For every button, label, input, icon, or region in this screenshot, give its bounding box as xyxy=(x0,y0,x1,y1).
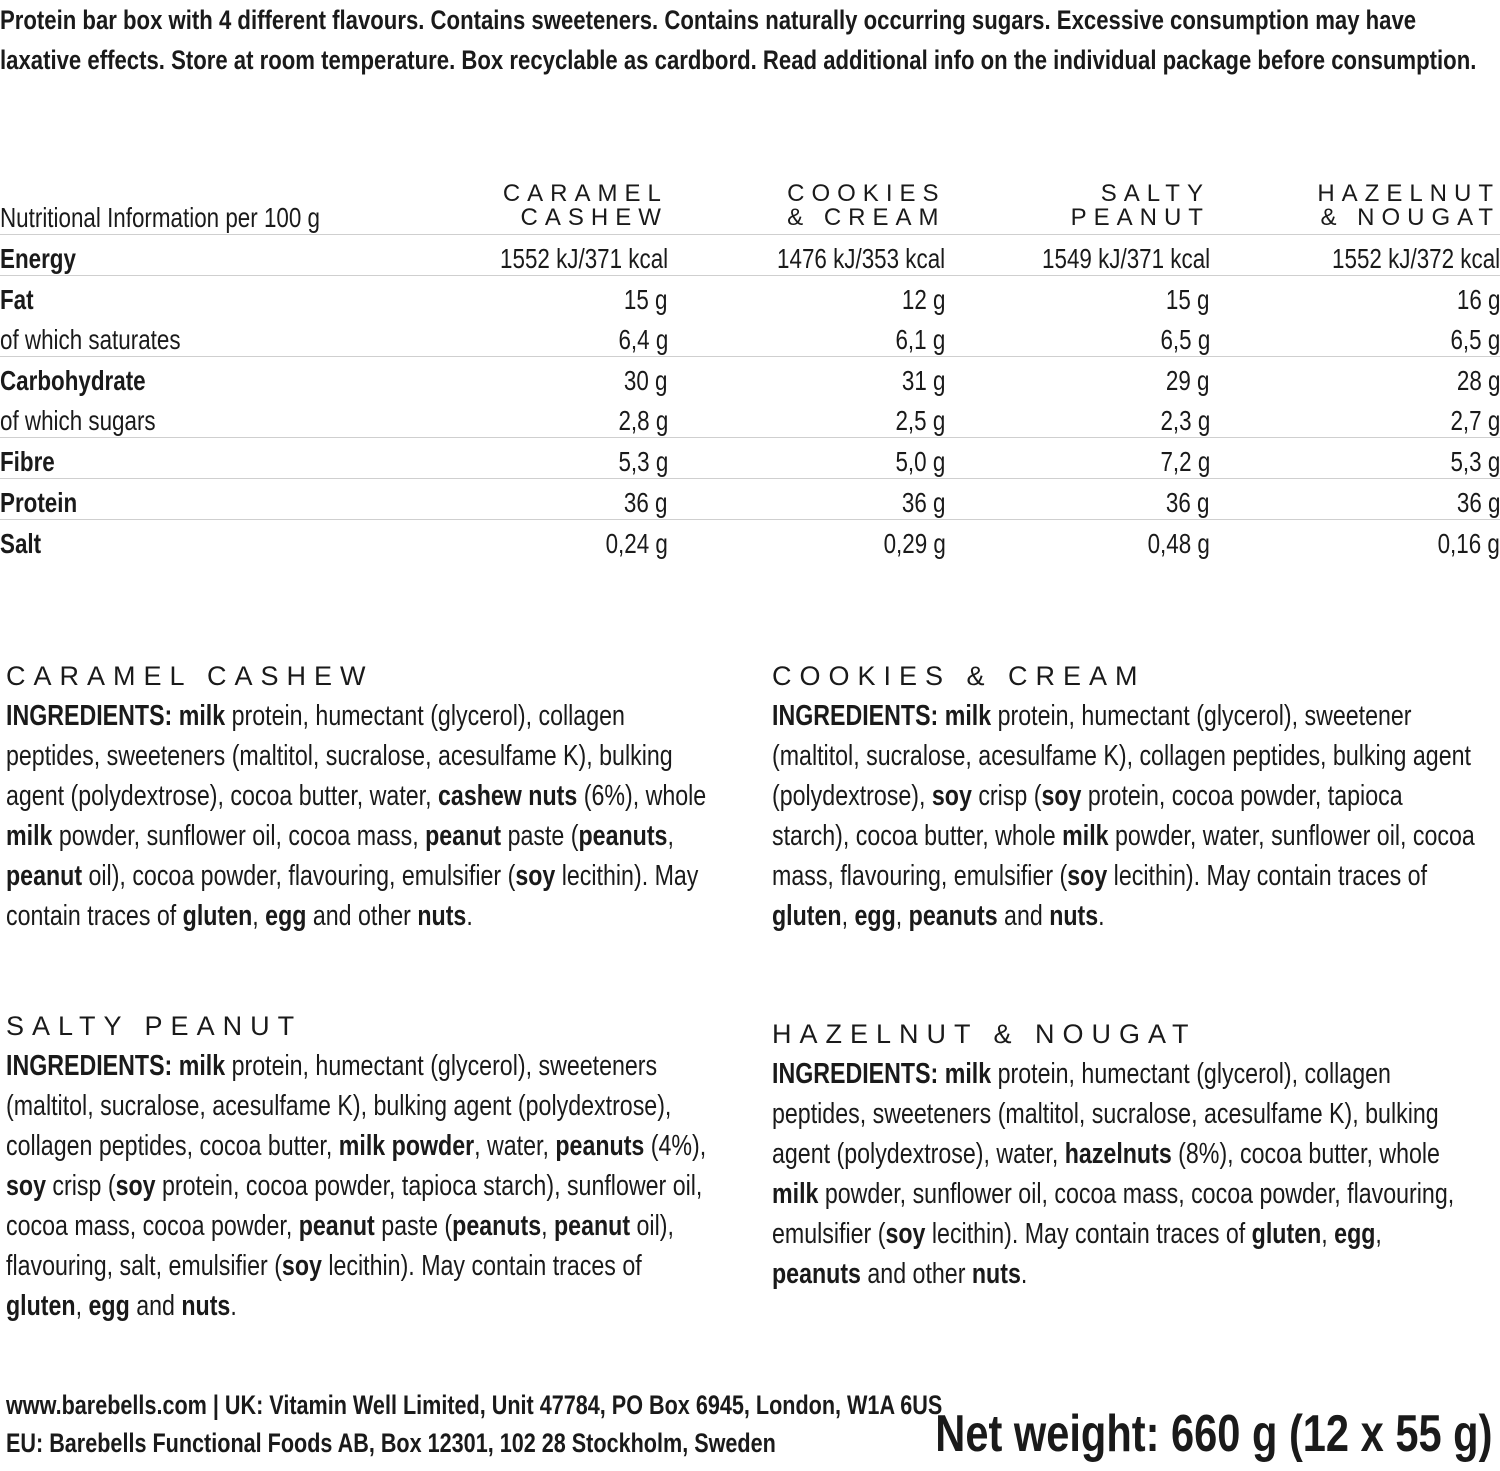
flavour-header-cookies-cream: COOKIES & CREAM xyxy=(787,180,946,231)
row-value: 15 g xyxy=(946,276,1210,317)
allergen-text: milk xyxy=(178,700,226,732)
allergen-text: nuts xyxy=(417,900,467,932)
allergen-text: gluten xyxy=(182,900,253,932)
ingredient-text: oil), cocoa powder, flavouring, emulsifier ( xyxy=(82,860,516,892)
footer-line-uk: www.barebells.com | UK: Vitamin Well Limited, Unit 47784, PO Box 6945, London, W1A 6US xyxy=(6,1390,943,1420)
row-value: 15 g xyxy=(458,276,668,317)
allergen-text: soy xyxy=(1041,780,1082,812)
row-value: 36 g xyxy=(458,479,668,520)
row-value: 31 g xyxy=(668,357,946,398)
row-value: 2,8 g xyxy=(618,405,668,436)
row-value: 1552 kJ/372 kcal xyxy=(1210,235,1500,276)
row-value: 2,7 g xyxy=(1450,405,1500,436)
ingredients-text xyxy=(772,696,1476,936)
nutrition-row-fibre xyxy=(0,438,1500,479)
nutrition-row-energy xyxy=(0,235,1500,276)
allergen-text: peanuts xyxy=(772,1258,861,1290)
row-value: 1549 kJ/371 kcal xyxy=(946,235,1210,276)
ingredient-text: , xyxy=(1321,1218,1335,1250)
ingredients-label: INGREDIENTS: xyxy=(6,1050,173,1082)
ingredient-text: powder, sunflower oil, cocoa mass, xyxy=(52,820,426,852)
allergen-text: milk xyxy=(944,1058,992,1090)
row-value: 16 g xyxy=(1210,276,1500,317)
row-value: 0,48 g xyxy=(946,520,1210,561)
ingredients-cookies-cream xyxy=(772,656,1500,936)
allergen-text: egg xyxy=(265,900,307,932)
allergen-text: peanut xyxy=(425,820,502,852)
row-value: 6,5 g xyxy=(1450,324,1500,355)
row-label: of which sugars xyxy=(0,405,156,436)
ingredients-label: INGREDIENTS: xyxy=(6,700,173,732)
row-value: 2,3 g xyxy=(1160,405,1210,436)
allergen-text: nuts xyxy=(181,1290,231,1322)
ingredient-text: (4%), xyxy=(644,1130,707,1162)
allergen-text: milk xyxy=(944,700,992,732)
ingredient-text: , xyxy=(895,900,909,932)
ingredient-text: (8%), cocoa butter, whole xyxy=(1171,1138,1440,1170)
ingredient-text: powder, water, sunflower oil, cocoa mass, flavouring, emulsifier ( xyxy=(772,820,1475,892)
row-value: 7,2 g xyxy=(946,438,1210,479)
row-value: 1552 kJ/371 kcal xyxy=(458,235,668,276)
allergen-text: soy xyxy=(281,1250,322,1282)
ingredient-text: and xyxy=(129,1290,182,1322)
net-weight: Net weight: 660 g (12 x 55 g) xyxy=(934,1405,1492,1463)
ingredient-text: protein, humectant (glycerol), sweeteners (maltitol, sucralose, acesulfame K), bulking agent (polydextrose), collagen peptides, cocoa butter, xyxy=(6,1050,672,1162)
flavour-title: CARAMEL CASHEW xyxy=(6,661,374,691)
flavour-header-caramel-cashew: CARAMEL CASHEW xyxy=(502,180,668,231)
ingredient-text: , xyxy=(841,900,855,932)
ingredient-text: protein, cocoa powder, tapioca starch), cocoa butter, whole xyxy=(772,780,1403,852)
ingredient-text: and xyxy=(997,900,1050,932)
ingredient-text: paste ( xyxy=(501,820,579,852)
ingredient-text: lecithin). May contain traces of xyxy=(925,1218,1252,1250)
row-value: 1476 kJ/353 kcal xyxy=(668,235,946,276)
row-value: 5,0 g xyxy=(668,438,946,479)
nutrition-row-sugars xyxy=(0,397,1500,438)
allergen-text: soy xyxy=(6,1170,46,1202)
ingredient-text: lecithin). May contain traces of xyxy=(6,860,699,932)
row-value: 0,24 g xyxy=(458,520,668,561)
ingredient-text: , xyxy=(252,900,266,932)
row-value: 0,29 g xyxy=(668,520,946,561)
row-label: Salt xyxy=(0,520,458,561)
row-value: 36 g xyxy=(1210,479,1500,520)
nutrition-row-salt xyxy=(0,520,1500,561)
ingredients-text xyxy=(6,1046,710,1326)
allergen-text: hazelnuts xyxy=(1064,1138,1172,1170)
nutrition-row-protein xyxy=(0,479,1500,520)
ingredient-text: . xyxy=(1020,1258,1028,1290)
flavour-title: COOKIES & CREAM xyxy=(772,661,1146,691)
allergen-text: gluten xyxy=(772,900,842,932)
ingredient-text: and other xyxy=(860,1258,972,1290)
ingredient-text: protein, cocoa powder, tapioca starch), sunflower oil, cocoa mass, cocoa powder, xyxy=(6,1170,703,1242)
allergen-text: milk xyxy=(1062,820,1109,852)
ingredients-hazelnut-nougat xyxy=(772,1014,1500,1294)
allergen-text: gluten xyxy=(1251,1218,1322,1250)
nutrition-title: Nutritional Information per 100 g xyxy=(0,202,320,233)
row-value: 29 g xyxy=(946,357,1210,398)
ingredients-label: INGREDIENTS: xyxy=(772,1058,939,1090)
ingredient-text: lecithin). May contain traces of xyxy=(1107,860,1428,892)
nutrition-row-saturates xyxy=(0,316,1500,357)
row-label: Energy xyxy=(0,235,458,276)
allergen-text: peanuts xyxy=(555,1130,645,1162)
allergen-text: soy xyxy=(931,780,972,812)
allergen-text: nuts xyxy=(971,1258,1021,1290)
row-label: Carbohydrate xyxy=(0,357,458,398)
ingredients-salty-peanut xyxy=(6,1006,766,1326)
row-value: 12 g xyxy=(668,276,946,317)
allergen-text: nuts xyxy=(1049,900,1099,932)
allergen-text: milk xyxy=(6,820,53,852)
allergen-text: soy xyxy=(1067,860,1108,892)
ingredient-text: crisp ( xyxy=(45,1170,116,1202)
allergen-text: gluten xyxy=(6,1290,76,1322)
row-value: 2,5 g xyxy=(895,405,946,436)
ingredients-text xyxy=(772,1054,1476,1294)
ingredients-text xyxy=(6,696,710,936)
row-label: of which saturates xyxy=(0,324,181,355)
ingredient-text: , water, xyxy=(474,1130,556,1162)
flavour-header-hazelnut-nougat: HAZELNUT & NOUGAT xyxy=(1317,180,1500,231)
intro-text: Protein bar box with 4 different flavours. Contains sweeteners. Contains naturally occurring sugars. Excessive consumption may have laxative effects. Store at room temperature. Box recyclable as cardbord. Read additional info on the individual package before consumption. xyxy=(0,5,1477,75)
nutrition-header-row xyxy=(0,178,1500,235)
flavour-title: HAZELNUT & NOUGAT xyxy=(772,1019,1197,1049)
allergen-text: milk powder xyxy=(338,1130,475,1162)
allergen-text: peanuts xyxy=(452,1210,542,1242)
row-label: Protein xyxy=(0,479,458,520)
nutrition-row-carbohydrate xyxy=(0,357,1500,398)
ingredient-text: , xyxy=(541,1210,555,1242)
row-value: 0,16 g xyxy=(1210,520,1500,561)
flavour-title: SALTY PEANUT xyxy=(6,1011,303,1041)
row-label: Fat xyxy=(0,276,458,317)
allergen-text: peanut xyxy=(554,1210,631,1242)
row-label: Fibre xyxy=(0,438,458,479)
allergen-text: milk xyxy=(178,1050,226,1082)
ingredient-text: and other xyxy=(306,900,418,932)
allergen-text: cashew nuts xyxy=(438,780,578,812)
ingredient-text: protein, humectant (glycerol), collagen peptides, sweeteners (maltitol, sucralose, acesulfame K), bulking agent (polydextrose), cocoa butter, water, xyxy=(6,700,673,812)
ingredient-text: oil), flavouring, salt, emulsifier ( xyxy=(6,1210,674,1282)
ingredient-text: . xyxy=(1098,900,1105,932)
allergen-text: soy xyxy=(515,860,556,892)
ingredient-text: , xyxy=(667,820,674,852)
ingredients-caramel-cashew xyxy=(6,656,766,936)
allergen-text: soy xyxy=(885,1218,926,1250)
allergen-text: peanut xyxy=(298,1210,375,1242)
allergen-text: egg xyxy=(1334,1218,1376,1250)
ingredients-label: INGREDIENTS: xyxy=(772,700,939,732)
row-value: 6,4 g xyxy=(618,324,668,355)
ingredient-text: protein, humectant (glycerol), collagen peptides, sweeteners (maltitol, sucralose, acesulfame K), bulking agent (polydextrose), water, xyxy=(772,1058,1439,1170)
ingredient-text: paste ( xyxy=(374,1210,453,1242)
ingredient-text: . xyxy=(230,1290,237,1322)
allergen-text: peanuts xyxy=(908,900,998,932)
row-value: 30 g xyxy=(458,357,668,398)
ingredient-text: lecithin). May contain traces of xyxy=(321,1250,642,1282)
row-value: 6,1 g xyxy=(895,324,946,355)
row-value: 5,3 g xyxy=(1210,438,1500,479)
nutrition-row-fat xyxy=(0,276,1500,317)
allergen-text: peanut xyxy=(6,860,83,892)
row-value: 5,3 g xyxy=(458,438,668,479)
nutrition-table xyxy=(0,178,1500,560)
ingredient-text: protein, humectant (glycerol), sweetener (maltitol, sucralose, acesulfame K), collagen peptides, bulking agent (polydextrose), xyxy=(772,700,1471,812)
allergen-text: milk xyxy=(772,1178,819,1210)
allergen-text: egg xyxy=(854,900,896,932)
flavour-header-salty-peanut: SALTY PEANUT xyxy=(1070,180,1210,231)
ingredient-text: powder, sunflower oil, cocoa mass, cocoa powder, flavouring, emulsifier ( xyxy=(772,1178,1455,1250)
ingredient-text: . xyxy=(466,900,473,932)
allergen-text: soy xyxy=(115,1170,156,1202)
ingredient-text: (6%), whole xyxy=(577,780,707,812)
allergen-text: peanuts xyxy=(578,820,668,852)
footer-address xyxy=(6,1386,950,1462)
row-value: 36 g xyxy=(946,479,1210,520)
allergen-text: egg xyxy=(88,1290,130,1322)
ingredient-text: , xyxy=(1375,1218,1382,1250)
row-value: 28 g xyxy=(1210,357,1500,398)
ingredient-text: crisp ( xyxy=(971,780,1042,812)
row-value: 36 g xyxy=(668,479,946,520)
footer-line-eu: EU: Barebells Functional Foods AB, Box 12301, 102 28 Stockholm, Sweden xyxy=(6,1428,776,1458)
ingredient-text: , xyxy=(75,1290,89,1322)
row-value: 6,5 g xyxy=(1160,324,1210,355)
